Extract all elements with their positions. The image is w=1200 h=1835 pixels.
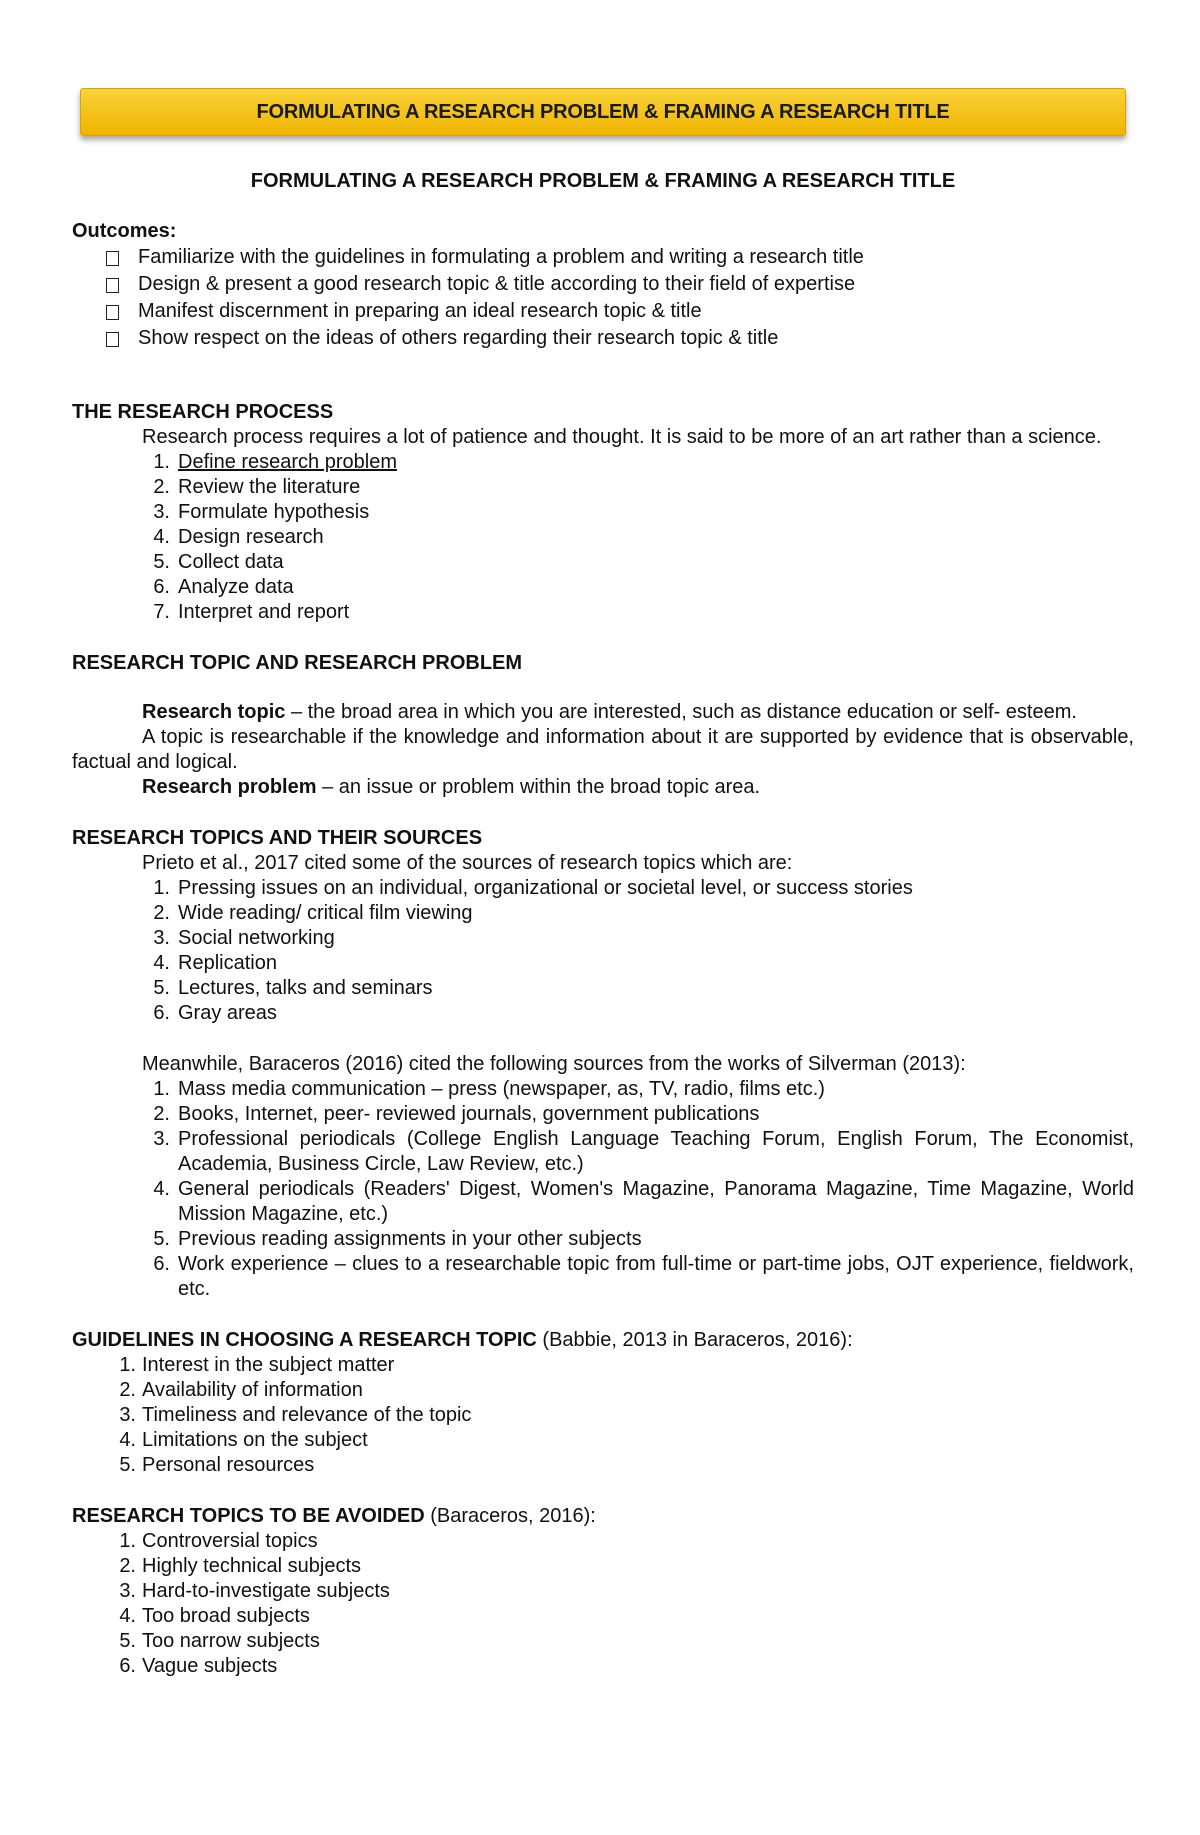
avoid-heading: RESEARCH TOPICS TO BE AVOIDED (Baraceros, 2016): [72, 1505, 596, 1527]
list-item: 2. Highly technical subjects [119, 1555, 361, 1577]
list-item: 3. Professional periodicals (College English Language Teaching Forum, English Forum, The Economist, Academia, Business Circle, Law Review, etc.) [153, 1128, 1134, 1175]
list-item: 5. Lectures, talks and seminars [153, 977, 433, 999]
list-item: 5. Previous reading assignments in your other subjects [153, 1228, 642, 1250]
sources-intro-2: Meanwhile, Baraceros (2016) cited the following sources from the works of Silverman (2013): [142, 1053, 966, 1075]
list-item: Manifest discernment in preparing an ideal research topic & title [72, 298, 1134, 325]
list-item: 1. Interest in the subject matter [119, 1354, 395, 1376]
list-item: Show respect on the ideas of others regarding their research topic & title [72, 325, 1134, 352]
list-item: 2. Books, Internet, peer- reviewed journals, government publications [153, 1103, 760, 1125]
list-item: 4. General periodicals (Readers' Digest, Women's Magazine, Panorama Magazine, Time Magazine, World Mission Magazine, etc.) [153, 1178, 1134, 1225]
checkbox-icon [106, 251, 119, 266]
process-intro: Research process requires a lot of patience and thought. It is said to be more of an art rather than a science. [142, 426, 1102, 448]
document-body [72, 170, 1134, 1679]
list-item: 6. Vague subjects [119, 1655, 278, 1677]
list-item: 3. Formulate hypothesis [153, 501, 370, 523]
list-item: 4. Too broad subjects [119, 1605, 310, 1627]
checkbox-icon [106, 305, 119, 320]
list-item: 1. Controversial topics [119, 1530, 318, 1552]
avoid-list [72, 1529, 1134, 1679]
checkbox-icon [106, 278, 119, 293]
list-item: 3. Timeliness and relevance of the topic [119, 1404, 472, 1426]
list-item: 4. Limitations on the subject [119, 1429, 368, 1451]
checkbox-icon [106, 332, 119, 347]
outcomes-list [72, 244, 1134, 352]
guidelines-heading: GUIDELINES IN CHOOSING A RESEARCH TOPIC (Babbie, 2013 in Baraceros, 2016): [72, 1329, 853, 1351]
list-item: 2. Review the literature [153, 476, 361, 498]
process-heading: THE RESEARCH PROCESS [72, 401, 334, 423]
list-item: 4. Replication [153, 952, 277, 974]
list-item: 7. Interpret and report [153, 601, 350, 623]
list-item: 3. Hard-to-investigate subjects [119, 1580, 390, 1602]
list-item: 6. Gray areas [153, 1002, 277, 1024]
list-item: 1. Define research problem [153, 451, 397, 473]
list-item: Familiarize with the guidelines in formulating a problem and writing a research title [72, 244, 1134, 271]
sources-heading: RESEARCH TOPICS AND THEIR SOURCES [72, 827, 483, 849]
title-banner: FORMULATING A RESEARCH PROBLEM & FRAMING A RESEARCH TITLE [80, 88, 1126, 136]
sources-list-1 [72, 876, 1134, 1026]
list-item: 2. Availability of information [119, 1379, 363, 1401]
list-item: 4. Design research [153, 526, 324, 548]
document-title: FORMULATING A RESEARCH PROBLEM & FRAMING A RESEARCH TITLE [250, 170, 956, 192]
topic-problem-heading: RESEARCH TOPIC AND RESEARCH PROBLEM [72, 652, 523, 674]
list-item: 6. Analyze data [153, 576, 294, 598]
outcomes-heading: Outcomes: [72, 220, 177, 242]
research-topic-definition: Research topic – the broad area in which you are interested, such as distance education or self- esteem. [142, 701, 1077, 723]
list-item: 6. Work experience – clues to a researchable topic from full-time or part-time jobs, OJT experience, fieldwork, etc. [153, 1253, 1134, 1300]
list-item: 1. Pressing issues on an individual, organizational or societal level, or success stories [153, 877, 913, 899]
list-item: Design & present a good research topic & title according to their field of expertise [72, 271, 1134, 298]
guidelines-list [72, 1353, 1134, 1478]
process-steps [72, 450, 1134, 625]
list-item: 5. Too narrow subjects [119, 1630, 320, 1652]
list-item: 5. Personal resources [119, 1454, 315, 1476]
research-problem-definition: Research problem – an issue or problem within the broad topic area. [142, 776, 761, 798]
research-topic-note: A topic is researchable if the knowledge and information about it are supported by evidence that is observable, factual and logical. [72, 726, 1134, 773]
sources-intro-1: Prieto et al., 2017 cited some of the sources of research topics which are: [142, 852, 793, 874]
sources-list-2 [72, 1077, 1134, 1302]
list-item: 1. Mass media communication – press (newspaper, as, TV, radio, films etc.) [153, 1078, 825, 1100]
list-item: 5. Collect data [153, 551, 284, 573]
list-item: 3. Social networking [153, 927, 335, 949]
list-item: 2. Wide reading/ critical film viewing [153, 902, 473, 924]
